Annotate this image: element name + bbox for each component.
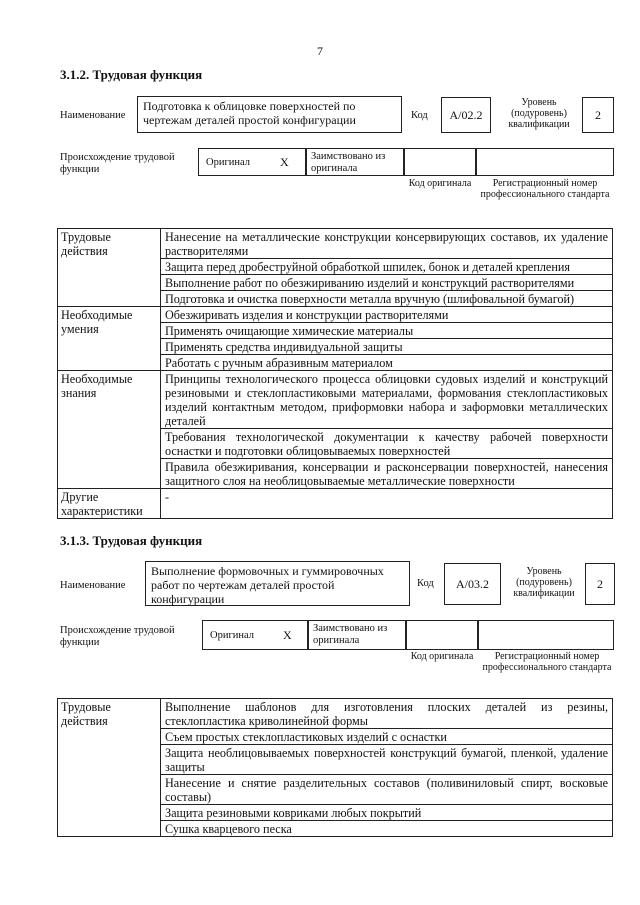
level-value: 2 bbox=[585, 563, 615, 605]
origin-label: Происхождение трудовой функции bbox=[60, 625, 175, 648]
table-cell: Применять очищающие химические материалы bbox=[161, 323, 613, 339]
name-label: Наименование bbox=[60, 110, 126, 121]
reg-number-label: Регистрационный номер профессионального стандарта bbox=[482, 651, 612, 673]
table-cell: Защита необлицовываемых поверхностей конструкций бумагой, пленкой, удаление защиты bbox=[161, 745, 613, 775]
section-title: 3.1.2. Трудовая функция bbox=[60, 67, 203, 82]
table-cell: Съем простых стеклопластиковых изделий с оснастки bbox=[161, 729, 613, 745]
function-table bbox=[57, 228, 613, 519]
level-label: Уровень (подуровень) квалификации bbox=[508, 97, 570, 130]
table-cell: Требования технологической документации к качеству рабочей поверхности оснастки и подготовки облицовываемых поверхностей bbox=[161, 429, 613, 459]
page-number: 7 bbox=[317, 44, 323, 58]
row-header: Другие характеристики bbox=[58, 489, 161, 519]
table-cell: Работать с ручным абразивным материалом bbox=[161, 355, 613, 371]
original-label: Оригинал bbox=[206, 157, 250, 168]
table-cell: Применять средства индивидуальной защиты bbox=[161, 339, 613, 355]
code-original-cell bbox=[404, 148, 476, 176]
code-original-label: Код оригинала bbox=[408, 178, 472, 189]
reg-number-cell bbox=[476, 148, 614, 176]
name-label: Наименование bbox=[60, 580, 126, 591]
function-name-field: Подготовка к облицовке поверхностей по чертежам деталей простой конфигурации bbox=[137, 96, 402, 133]
row-header: Необходимые знания bbox=[58, 371, 161, 489]
table-cell: Подготовка и очистка поверхности металла вручную (шлифовальной бумагой) bbox=[161, 291, 613, 307]
row-header: Трудовые действия bbox=[58, 229, 161, 307]
function-name-field: Выполнение формовочных и гуммировочных работ по чертежам деталей простой конфигурации bbox=[145, 561, 410, 606]
original-label: Оригинал bbox=[210, 630, 254, 641]
table-cell: Защита перед дробеструйной обработкой шпилек, бонок и деталей крепления bbox=[161, 259, 613, 275]
table-cell: Защита резиновыми ковриками любых покрытий bbox=[161, 805, 613, 821]
code-value: A/02.2 bbox=[441, 97, 491, 133]
table-cell: Правила обезжиривания, консервации и расконсервации поверхностей, нанесения защитного слоя на необлицовываемые металлические поверхности bbox=[161, 459, 613, 489]
reg-number-cell bbox=[478, 620, 614, 650]
table-cell: Выполнение шаблонов для изготовления плоских деталей из резины, стеклопластика криволинейной формы bbox=[161, 699, 613, 729]
level-label: Уровень (подуровень) квалификации bbox=[513, 566, 575, 599]
row-header: Трудовые действия bbox=[58, 699, 161, 837]
original-mark: X bbox=[280, 155, 289, 169]
level-value: 2 bbox=[582, 97, 614, 133]
table-cell: Обезжиривать изделия и конструкции растворителями bbox=[161, 307, 613, 323]
table-cell: Нанесение на металлические конструкции консервирующих составов, их удаление растворителями bbox=[161, 229, 613, 259]
original-mark: X bbox=[283, 628, 292, 642]
table-cell: Принципы технологического процесса облицовки судовых изделий и конструкций резиновыми и стеклопластиковыми материалами, формования стеклопластиковых изделий контактным методом, приформовки набора и заформовки металлических деталей bbox=[161, 371, 613, 429]
table-cell: Выполнение работ по обезжириванию изделий и конструкций растворителями bbox=[161, 275, 613, 291]
table-cell: Сушка кварцевого песка bbox=[161, 821, 613, 837]
function-table bbox=[57, 698, 613, 837]
code-original-cell bbox=[406, 620, 478, 650]
section-title: 3.1.3. Трудовая функция bbox=[60, 533, 203, 548]
code-label: Код bbox=[417, 578, 434, 589]
origin-label: Происхождение трудовой функции bbox=[60, 152, 175, 175]
borrowed-label: Заимствовано из оригинала bbox=[311, 151, 386, 174]
code-value: A/03.2 bbox=[444, 563, 501, 605]
borrowed-label: Заимствовано из оригинала bbox=[313, 623, 388, 646]
table-cell: Нанесение и снятие разделительных составов (поливиниловый спирт, восковые составы) bbox=[161, 775, 613, 805]
code-original-label: Код оригинала bbox=[410, 651, 474, 662]
code-label: Код bbox=[411, 110, 428, 121]
reg-number-label: Регистрационный номер профессионального стандарта bbox=[480, 178, 610, 200]
table-cell: - bbox=[161, 489, 613, 519]
row-header: Необходимые умения bbox=[58, 307, 161, 371]
